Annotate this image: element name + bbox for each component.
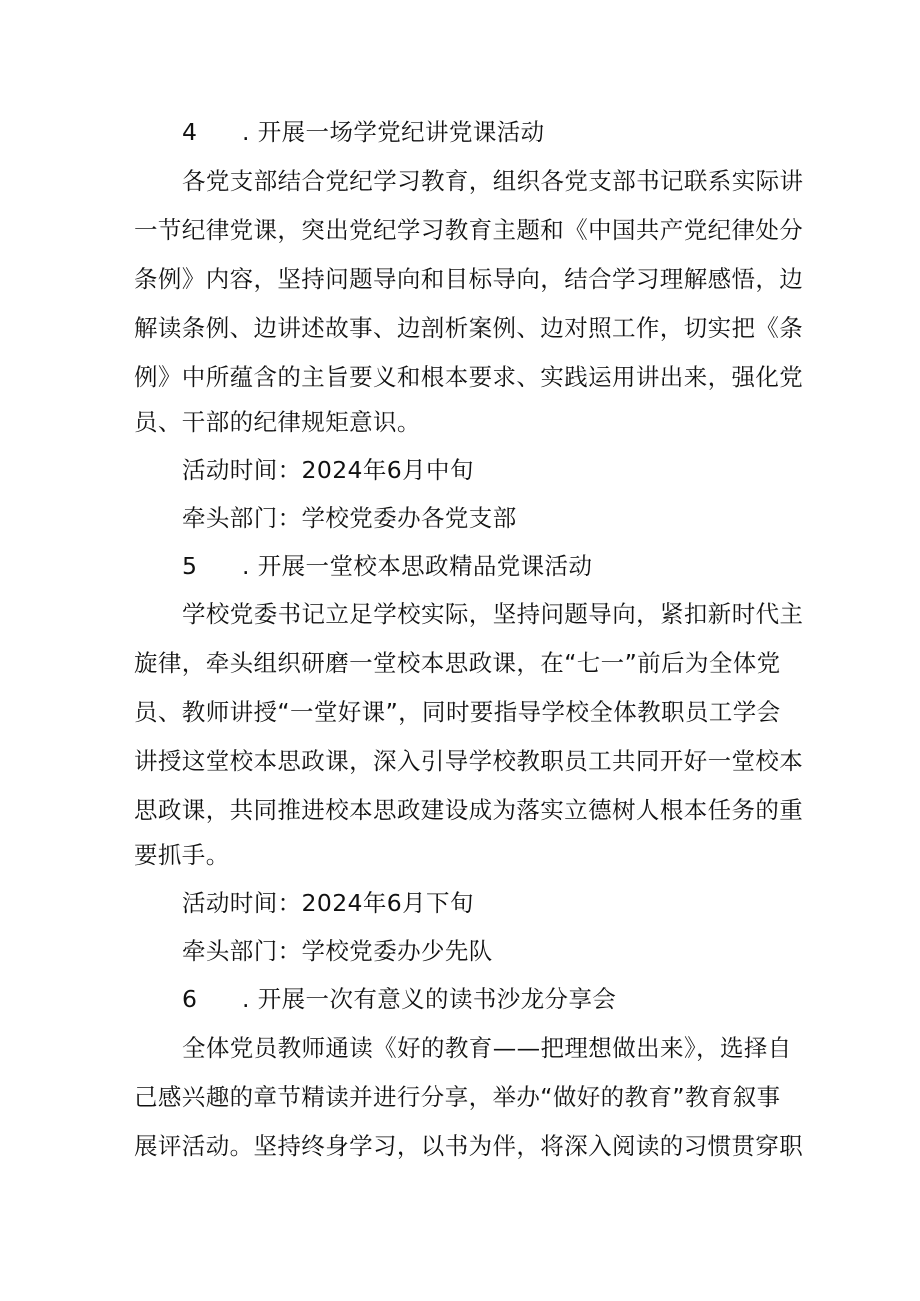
section-5-activity-time: 活动时间：2024年6月下旬	[182, 889, 474, 917]
section-6-title: . 开展一次有意义的读书沙龙分享会	[242, 985, 617, 1013]
section-5-paragraph-line: 要抓手。	[134, 841, 230, 869]
section-4-paragraph-line: 员、干部的纪律规矩意识。	[134, 408, 421, 436]
section-4-paragraph-line: 各党支部结合党纪学习教育，组织各党支部书记联系实际讲	[182, 167, 804, 195]
section-4-lead-department: 牵头部门：学校党委办各党支部	[182, 504, 517, 532]
section-4-activity-time: 活动时间：2024年6月中旬	[182, 456, 474, 484]
section-5-paragraph-line: 讲授这堂校本思政课，深入引导学校教职员工共同开好一堂校本	[134, 747, 804, 775]
section-6-paragraph-line: 己感兴趣的章节精读并进行分享，举办“做好的教育”教育叙事	[134, 1083, 781, 1111]
section-5-title: . 开展一堂校本思政精品党课活动	[242, 552, 593, 580]
section-5-paragraph-line: 学校党委书记立足学校实际，坚持问题导向，紧扣新时代主	[182, 600, 804, 628]
section-5-number: 5	[182, 552, 197, 580]
section-6-number: 6	[182, 985, 197, 1013]
section-5-lead-department: 牵头部门：学校党委办少先队	[182, 937, 493, 965]
section-4-paragraph-line: 例》中所蕴含的主旨要义和根本要求、实践运用讲出来，强化党	[134, 363, 804, 391]
section-4-number: 4	[182, 118, 197, 146]
section-4-title: . 开展一场学党纪讲党课活动	[242, 118, 545, 146]
section-6-paragraph-line: 展评活动。坚持终身学习，以书为伴，将深入阅读的习惯贯穿职	[134, 1132, 804, 1160]
section-4-paragraph-line: 一节纪律党课，突出党纪学习教育主题和《中国共产党纪律处分	[134, 216, 804, 244]
section-5-paragraph-line: 思政课，共同推进校本思政建设成为落实立德树人根本任务的重	[134, 796, 804, 824]
section-4-paragraph-line: 解读条例、边讲述故事、边剖析案例、边对照工作，切实把《条	[134, 314, 804, 342]
section-5-paragraph-line: 员、教师讲授“一堂好课”，同时要指导学校全体教职员工学会	[134, 698, 781, 726]
section-6-paragraph-line: 全体党员教师通读《好的教育——把理想做出来》，选择自	[182, 1034, 792, 1062]
section-5-paragraph-line: 旋律，牵头组织研磨一堂校本思政课，在“七一”前后为全体党	[134, 649, 781, 677]
section-4-paragraph-line: 条例》内容，坚持问题导向和目标导向，结合学习理解感悟，边	[134, 265, 804, 293]
